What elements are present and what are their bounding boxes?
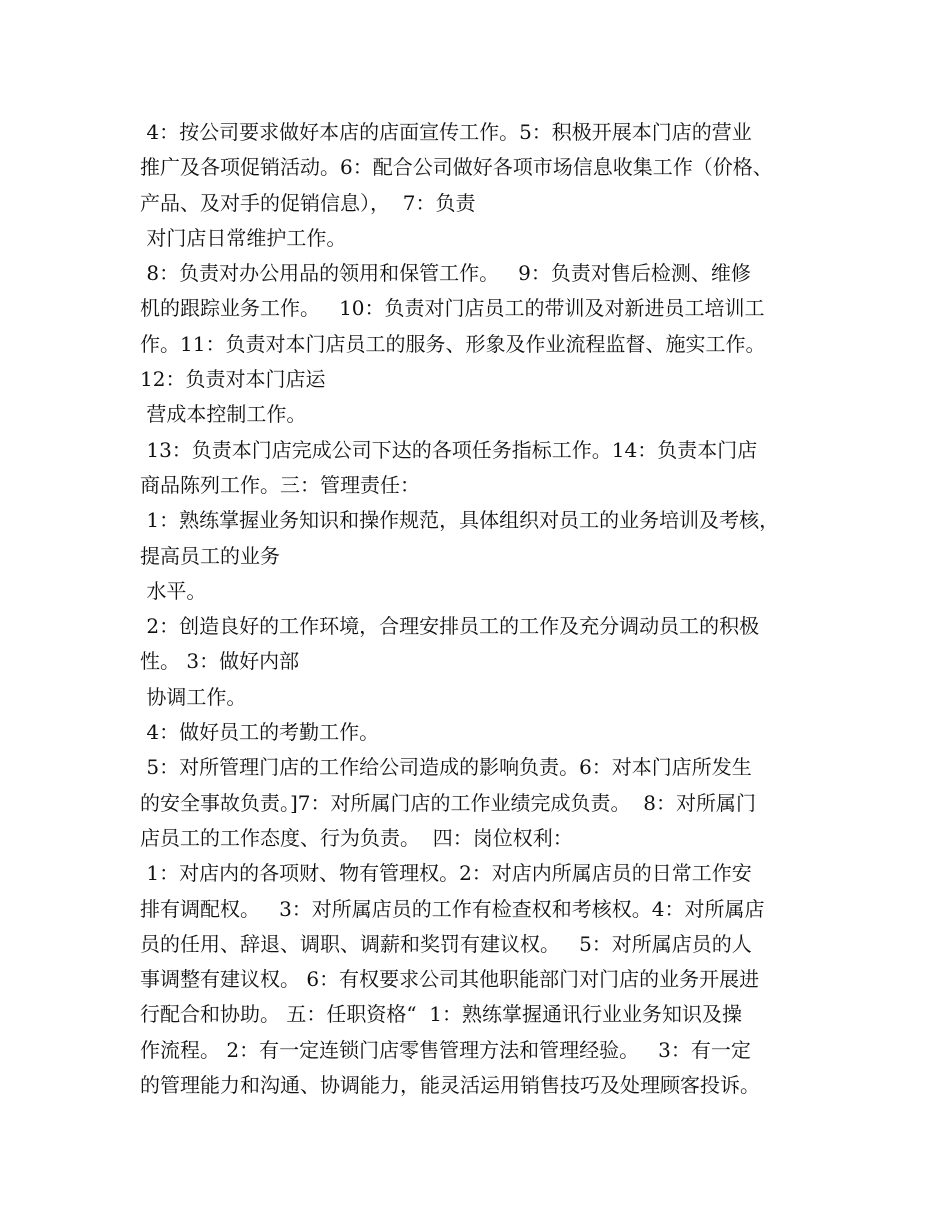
text-line: 作流程。 2：有一定连锁门店零售管理方法和管理经验。 3：有一定 xyxy=(140,1037,751,1062)
text-line: 机的跟踪业务工作。 10：负责对门店员工的带训及对新进员工培训工 xyxy=(140,296,765,321)
text-line: 5：对所管理门店的工作给公司造成的影响负责。6：对本门店所发生 xyxy=(140,755,752,780)
text-line: 营成本控制工作。 xyxy=(140,402,307,427)
text-line: 提高员工的业务 xyxy=(140,543,280,568)
text-line: 的安全事故负责。]7：对所属门店的工作业绩完成负责。 8：对所属门 xyxy=(140,790,756,815)
text-line: 推广及各项促销活动。6：配合公司做好各项市场信息收集工作（价格、 xyxy=(140,155,773,180)
text-line: 水平。 xyxy=(140,578,207,603)
text-line: 13：负责本门店完成公司下达的各项任务指标工作。14：负责本门店 xyxy=(140,437,758,462)
text-line: 的管理能力和沟通、协调能力，能灵活运用销售技巧及处理顾客投诉。 xyxy=(140,1073,760,1098)
document-body xyxy=(140,115,830,1103)
text-line: 性。 3：做好内部 xyxy=(140,649,300,674)
text-line: 1：对店内的各项财、物有管理权。2：对店内所属店员的日常工作安 xyxy=(140,861,752,886)
text-line: 2：创造良好的工作环境，合理安排员工的工作及充分调动员工的积极 xyxy=(140,614,760,639)
text-line: 作。11：负责对本门店员工的服务、形象及作业流程监督、施实工作。 xyxy=(140,331,766,356)
text-line: 4：按公司要求做好本店的店面宣传工作。5：积极开展本门店的营业 xyxy=(140,120,752,144)
text-line: 协调工作。 xyxy=(140,684,247,709)
text-line: 员的任用、辞退、调职、调薪和奖罚有建议权。 5：对所属店员的人 xyxy=(140,931,752,956)
text-line: 对门店日常维护工作。 xyxy=(140,225,347,250)
text-line: 12：负责对本门店运 xyxy=(140,367,326,392)
text-line: 4：做好员工的考勤工作。 xyxy=(140,720,380,745)
text-line: 行配合和协助。 五：任职资格“ 1：熟练掌握通讯行业业务知识及操 xyxy=(140,1002,743,1027)
text-line: 商品陈列工作。三：管理责任： xyxy=(140,472,420,497)
text-line: 产品、及对手的促销信息）， 7：负责 xyxy=(140,190,476,215)
text-line: 1：熟练掌握业务知识和操作规范，具体组织对员工的业务培训及考核， xyxy=(140,508,780,533)
text-line: 事调整有建议权。 6：有权要求公司其他职能部门对门店的业务开展进 xyxy=(140,967,760,992)
text-line: 店员工的工作态度、行为负责。 四：岗位权利： xyxy=(140,825,573,850)
text-line: 8：负责对办公用品的领用和保管工作。 9：负责对售后检测、维修 xyxy=(140,261,751,286)
text-line: 排有调配权。 3：对所属店员的工作有检查权和考核权。4：对所属店 xyxy=(140,896,765,921)
